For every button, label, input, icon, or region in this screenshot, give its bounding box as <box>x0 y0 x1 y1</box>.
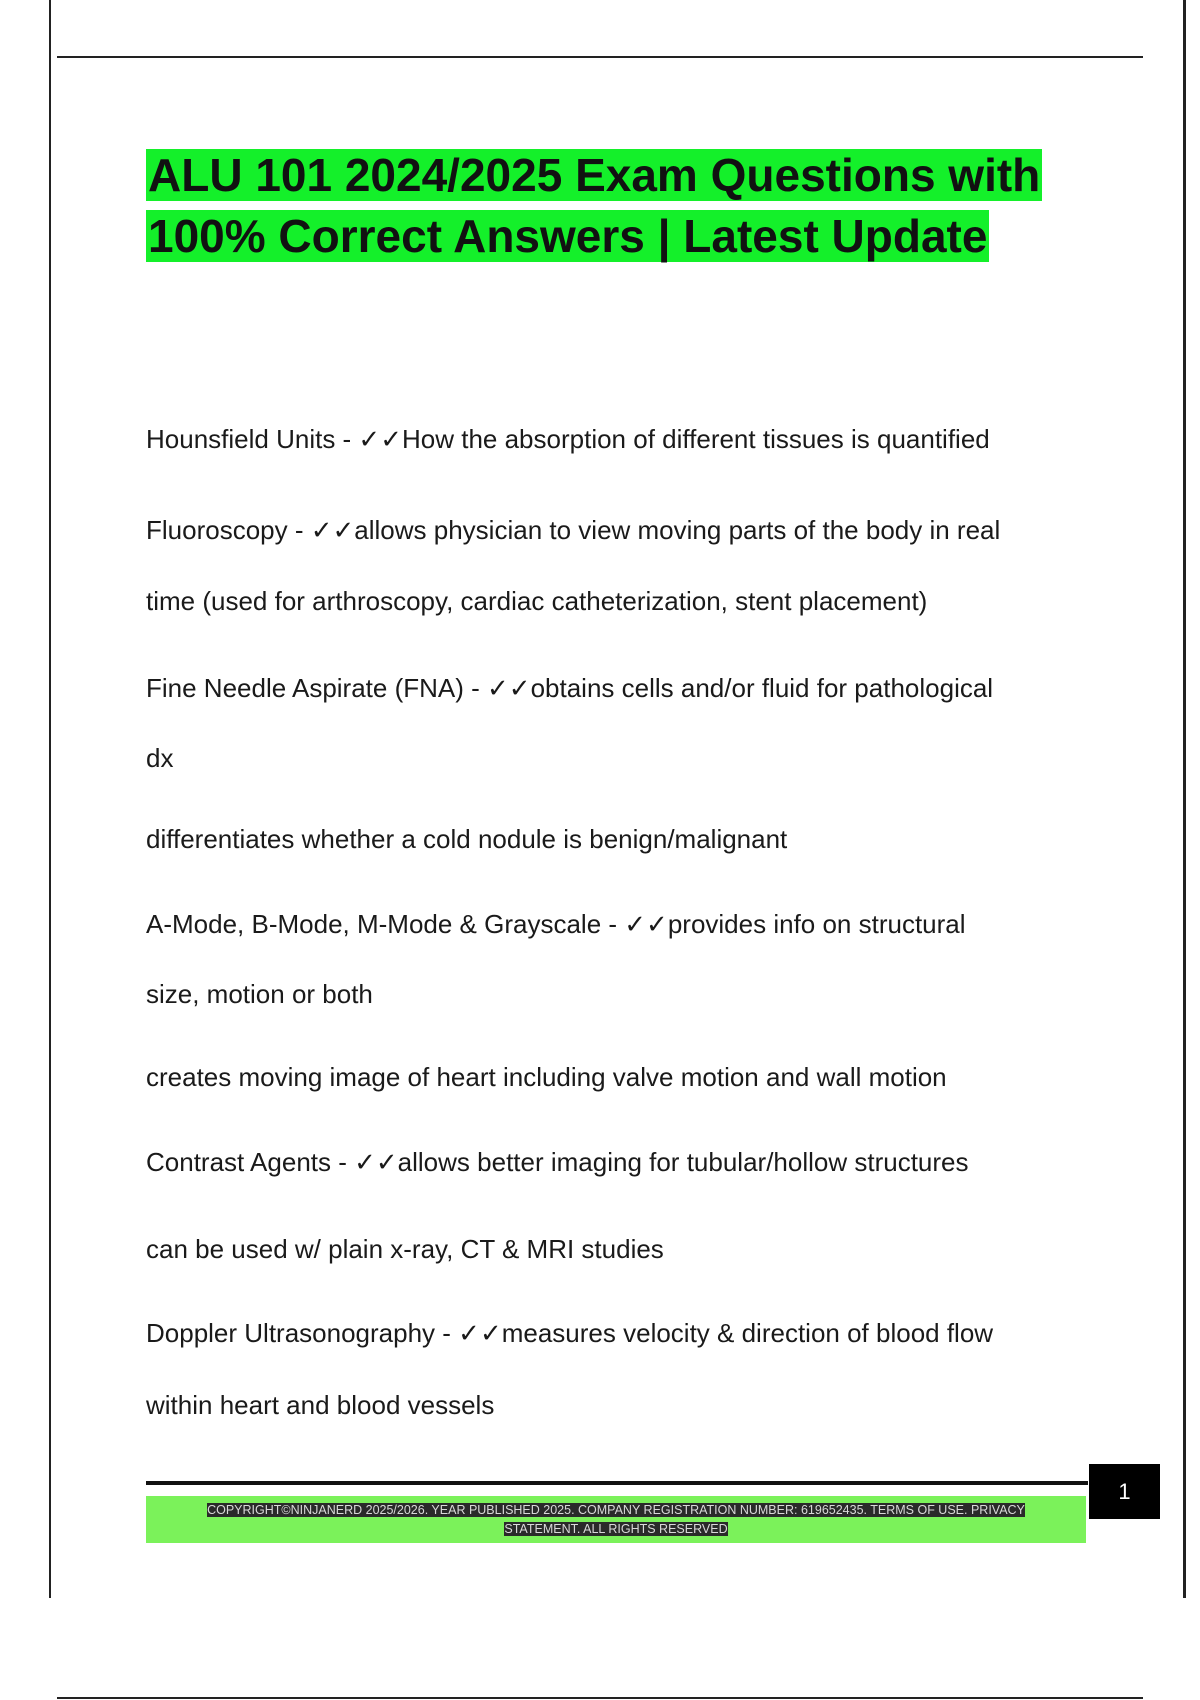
copyright-line-1: COPYRIGHT©NINJANERD 2025/2026. YEAR PUBLISHED 2025. COMPANY REGISTRATION NUMBER: 619652435. TERMS OF USE. PRIVACY <box>207 1502 1025 1517</box>
entry-fine-needle-aspirate: Fine Needle Aspirate (FNA) - ✓✓obtains cells and/or fluid for pathological <box>146 673 994 703</box>
page-right-border <box>1183 0 1186 1598</box>
page-left-border <box>49 0 51 1598</box>
copyright-banner <box>146 1496 1086 1543</box>
entry-hounsfield-units: Hounsfield Units - ✓✓How the absorption of different tissues is quantified <box>146 424 990 454</box>
entry-ultrasound-modes-cont: size, motion or both <box>146 979 373 1009</box>
header-divider <box>57 56 1143 58</box>
page-bottom-divider <box>57 1697 1143 1699</box>
entry-contrast-studies: can be used w/ plain x-ray, CT & MRI studies <box>146 1234 664 1264</box>
entry-contrast-agents: Contrast Agents - ✓✓allows better imaging for tubular/hollow structures <box>146 1147 969 1177</box>
entry-fluoroscopy: Fluoroscopy - ✓✓allows physician to view moving parts of the body in real <box>146 515 1001 545</box>
copyright-line-2: STATEMENT. ALL RIGHTS RESERVED <box>504 1521 728 1536</box>
copyright-text <box>166 1501 1066 1539</box>
footer-divider <box>146 1481 1088 1485</box>
entry-moving-image-heart: creates moving image of heart including valve motion and wall motion <box>146 1062 947 1092</box>
entry-fluoroscopy-cont: time (used for arthroscopy, cardiac catheterization, stent placement) <box>146 586 928 616</box>
entry-doppler-ultrasonography-cont: within heart and blood vessels <box>146 1390 495 1420</box>
entry-ultrasound-modes: A-Mode, B-Mode, M-Mode & Grayscale - ✓✓provides info on structural <box>146 909 966 939</box>
page-number: 1 <box>1089 1464 1160 1519</box>
entry-doppler-ultrasonography: Doppler Ultrasonography - ✓✓measures velocity & direction of blood flow <box>146 1318 994 1348</box>
entry-cold-nodule: differentiates whether a cold nodule is benign/malignant <box>146 824 788 854</box>
document-title <box>146 145 1146 267</box>
entry-fine-needle-aspirate-cont: dx <box>146 743 174 773</box>
document-title-text: ALU 101 2024/2025 Exam Questions with 100% Correct Answers | Latest Update <box>148 149 1041 262</box>
